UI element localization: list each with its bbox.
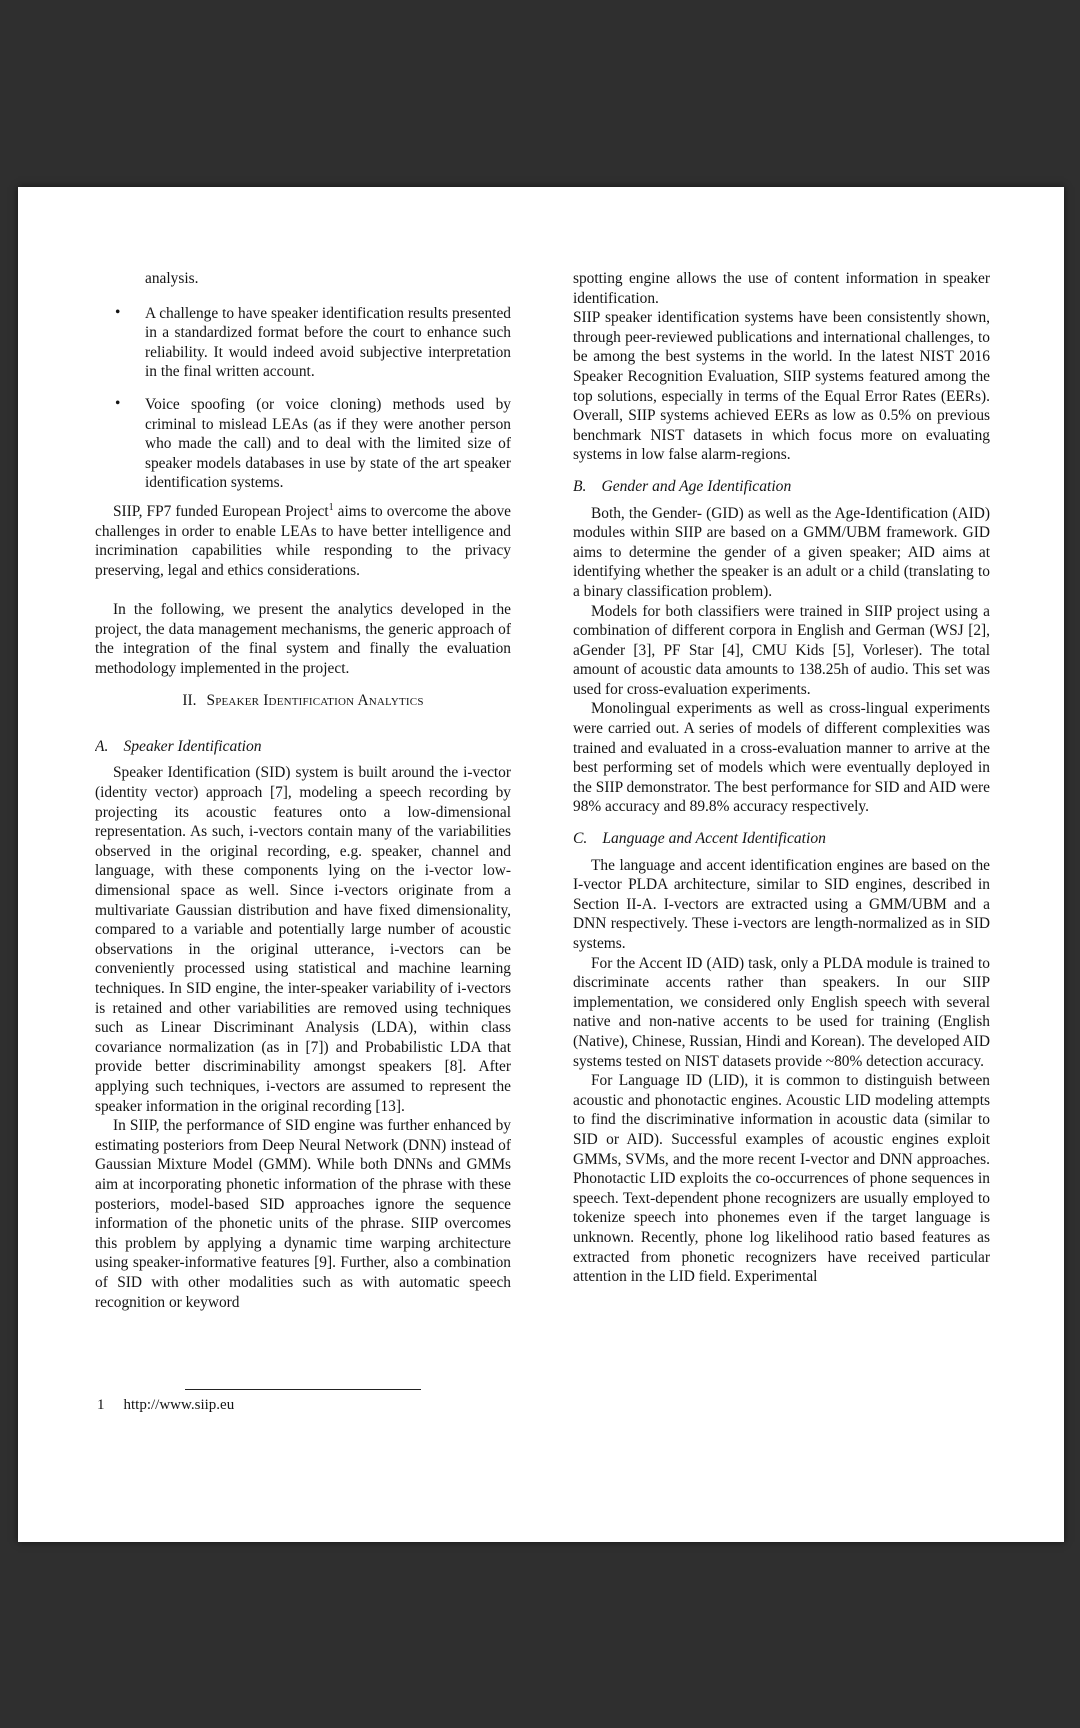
paragraph-gender-age-1: Both, the Gender- (GID) as well as the Age-Identification (AID) modules within SIIP are based on a GMM/UBM framework. GID aims to determine the gender of a given speaker; AID aims at identifying whether the speaker is an adult or a child (translating to a binary classification problem). bbox=[573, 504, 990, 600]
subsection-heading-b bbox=[573, 477, 990, 497]
bullet-icon: • bbox=[115, 394, 121, 412]
footnote-separator-rule bbox=[185, 1389, 421, 1390]
paragraph-speaker-identification-2: In SIIP, the performance of SID engine was further enhanced by estimating posteriors from Deep Neural Network (DNN) instead of Gaussian Mixture Model (GMM). While both DNNs and GMMs aim at incorporating phonetic information of the phrase with these posteriors, model-based SID approaches ignore the sequence information of the phonetic units of the phrase. SIIP overcomes this problem by applying a dynamic time warping architecture using speaker-informative features [9]. Further, also a combination of SID with other modalities such as with automatic speech recognition or keyword bbox=[95, 1117, 511, 1311]
bullet-list bbox=[95, 304, 511, 493]
footnote-marker: 1 bbox=[97, 1397, 105, 1414]
paragraph-language-accent-2: For the Accent ID (AID) task, only a PLDA module is trained to discriminate accents rather than speakers. In our SIIP implementation, we considered only English speech with several native and non-native accents to be used for training (English (Native), Chinese, Russian, Hindi and Korean). The developed AID systems tested on NIST datasets provide ~80% detection accuracy. bbox=[573, 954, 990, 1070]
paragraph-fragment-spotting: spotting engine allows the use of content information in speaker identification. bbox=[573, 270, 990, 307]
section-title: Speaker Identification Analytics bbox=[206, 692, 424, 710]
subsection-title: Speaker Identification bbox=[123, 737, 262, 755]
section-number: II. bbox=[182, 692, 197, 710]
paragraph-siip-systems: SIIP speaker identification systems have been consistently shown, through peer-reviewed publications and international challenges, to be among the best systems in the world. In the latest NIST 2016 Speaker Recognition Evaluation, SIIP systems featured among the top solutions, especially in terms of the Equal Error Rates (EERs). Overall, SIIP systems achieved EERs as low as 0.5% on previous benchmark NIST datasets in which focus more on evaluating systems in low false alarm-regions. bbox=[573, 309, 990, 464]
subsection-label: A. bbox=[95, 737, 109, 755]
subsection-heading-c bbox=[573, 829, 990, 849]
paragraph-text: SIIP, FP7 funded European Project bbox=[113, 502, 329, 520]
section-heading-ii bbox=[95, 691, 511, 711]
bullet-item bbox=[95, 304, 511, 382]
footnote-url-link[interactable]: http://www.siip.eu bbox=[123, 1397, 235, 1414]
footnote-reference-superscript: 1 bbox=[328, 501, 334, 513]
bullet-item bbox=[95, 395, 511, 493]
paragraph-fragment-analysis: analysis. bbox=[145, 270, 199, 287]
subsection-heading-a bbox=[95, 737, 511, 757]
bullet-item-text: A challenge to have speaker identification results presented in a standardized format before the court to enhance such reliability. It would indeed avoid subjective interpretation in the final written account. bbox=[145, 304, 511, 381]
footnote-block bbox=[95, 1389, 511, 1416]
subsection-label: B. bbox=[573, 477, 587, 495]
paragraph-language-accent-3: For Language ID (LID), it is common to distinguish between acoustic and phonotactic engines. Acoustic LID modeling attempts to find the discriminative information in acoustic data (similar to SID or AID). Successful examples of acoustic engines exploit GMMs, SVMs, and the more recent I-vector and DNN approaches. Phonotactic LID exploits the co-occurrences of phone sequences in speech. Text-dependent phone recognizers are usually employed to tokenize speech into phonemes even if the target language is unknown. Recently, phone log likelihood ratio based features as extracted from phonetic recognizers have received particular attention in the LID field. Experimental bbox=[573, 1072, 990, 1286]
subsection-title: Language and Accent Identification bbox=[602, 830, 826, 848]
bullet-item-text: Voice spoofing (or voice cloning) methods used by criminal to mislead LEAs (as if they were another person who made the call) and to deal with the limited size of speaker models databases in use by state of the art speaker identification systems. bbox=[145, 395, 511, 492]
paragraph-in-the-following: In the following, we present the analytics developed in the project, the data management mechanisms, the generic approach of the integration of the final system and finally the evaluation methodology implemented in the project. bbox=[95, 600, 511, 677]
right-column bbox=[573, 269, 990, 1416]
two-column-layout bbox=[18, 187, 1064, 1542]
subsection-label: C. bbox=[573, 830, 588, 848]
paragraph-gender-age-2: Models for both classifiers were trained in SIIP project using a combination of different corpora in English and German (WSJ [2], aGender [3], PF Star [4], CMU Kids [5], Vorleser). The total amount of acoustic data amounts to 138.25h of audio. This set was used for cross-evaluation experiments. bbox=[573, 602, 990, 698]
document-page bbox=[18, 187, 1064, 1542]
paragraph-language-accent-1: The language and accent identification engines are based on the I-vector PLDA architecture, similar to SID engines, described in Section II-A. I-vectors are extracted using a GMM/UBM and a DNN respectively. These i-vectors are length-normalized as in SID systems. bbox=[573, 856, 990, 952]
subsection-title: Gender and Age Identification bbox=[601, 477, 792, 495]
footnote bbox=[95, 1396, 511, 1416]
paragraph-gender-age-3: Monolingual experiments as well as cross-lingual experiments were carried out. A series of models of different complexities was trained and evaluated in a cross-evaluation manner to arrive at the best performing set of models which were eventually deployed in the SIIP demonstrator. The best performance for SID and AID were 98% accuracy and 89.8% accuracy respectively. bbox=[573, 700, 990, 816]
bullet-icon: • bbox=[115, 303, 121, 321]
left-column bbox=[95, 269, 511, 1416]
paragraph-speaker-identification-1: Speaker Identification (SID) system is built around the i-vector (identity vector) approach [7], modeling a speech recording by projecting its acoustic features onto a low-dimensional representation. As such, i-vectors contain many of the variabilities observed in the original recording, e.g. speaker, channel and language, with these components lying on the i-vector low-dimensional space as well. Since i-vectors originate from a multivariate Gaussian distribution and have fixed dimensionality, compared to a variable and potentially large number of acoustic observations in the original utterance, i-vectors can be conveniently processed using statistical and machine learning techniques. In SID engine, the inter-speaker variability of i-vectors is retained and other variabilities are removed using techniques such as Linear Discriminant Analysis (LDA), within class covariance normalization (as in [7]) and Probabilistic LDA that provide better discriminability amongst speakers [8]. After applying such techniques, i-vectors are assumed to represent the speaker information in the original recording [13]. bbox=[95, 764, 511, 1115]
paragraph-siip-project bbox=[95, 502, 511, 580]
paragraph-text: aims to overcome the above challenges in order to enable LEAs to have better intelligence and incrimination capabilities while responding to the privacy preserving, legal and ethics considerations. bbox=[95, 502, 511, 579]
